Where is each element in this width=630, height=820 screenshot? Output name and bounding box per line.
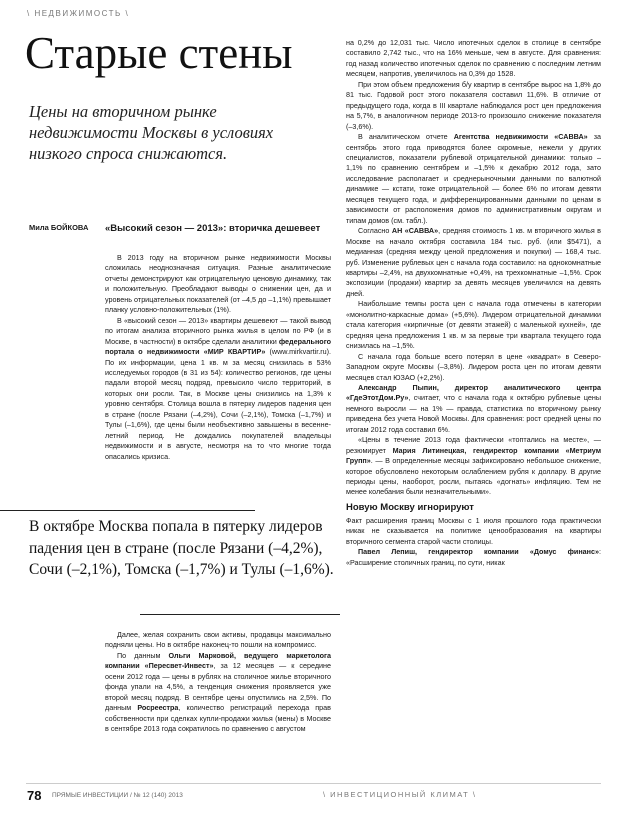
rubric: \ ИНВЕСТИЦИОННЫЙ КЛИМАТ \ bbox=[323, 790, 477, 799]
pullquote-bottom-rule bbox=[140, 614, 340, 615]
article-column-1-lower bbox=[105, 630, 331, 735]
paragraph: Наибольшие темпы роста цен с начала года отмечены в категории «монолитно-каркасные дома» (+5,6%). Лидером отрицательной динамики стала категория «кирпичные (от девяти этажей) с маленькой кухней», где средняя цена предложения 1 кв. м за первые три квартала текущего года снизилась на –1,5%. bbox=[346, 299, 601, 351]
author-byline: Мила БОЙКОВА bbox=[29, 223, 89, 232]
section-tag: \ НЕДВИЖИМОСТЬ \ bbox=[27, 9, 130, 18]
paragraph: По данным Ольги Марковой, ведущего маркетолога компании «Пересвет-Инвест», за 12 месяцев — к середине осени 2012 года — цены в рублях на столичное жилье вторичного фонда упали на 4,5%, а тенденция снижения проявляется уже второй месяц подряд. В сентябре цены опустились на 2,5%. По данным Росреестра, количество регистраций перехода прав собственности при сделках купли-продажи жилья (мены) в Москве в сентябре 2013 года сократилось по сравнению с августом bbox=[105, 650, 332, 734]
page-footer bbox=[0, 785, 630, 805]
paragraph: на 0,2% до 12,031 тыс. Число ипотечных сделок в столице в сентябре составило 2,742 тыс., что на 16% меньше, чем в августе. Для сравнения: год назад количество ипотечных сделок по сравнению с последним летним месяцем, напротив, увеличилось на 0,3% до 1528. bbox=[346, 38, 601, 79]
page-title: Старые стены bbox=[25, 28, 293, 78]
paragraph: Далее, желая сохранить свои активы, продавцы максимально подняли цены. Но в октябре наконец-то пошли на компромисс. bbox=[105, 630, 331, 650]
paragraph: В аналитическом отчете Агентства недвижимости «САВВА» за сентябрь этого года приводятся более скромные, нежели у других специалистов, показатели рублевой отрицательной динамики: только –1,1% по сравнению сентябрем и –1,5% к декабрю 2012 года, зато исследование располагает и среднерыночными данными по валютной динамике — кстати, тоже отрицательной — более 6% по итогам девяти месяцев текущего года, и дифференцированными данными по ценам в зависимости от расположения домов по административным округам и типам домов (см. табл.). bbox=[346, 132, 601, 225]
paragraph: Согласно АН «САВВА», средняя стоимость 1 кв. м вторичного жилья в Москве на начало октября составила 184 тыс. руб. (или $5471), а медианная (средняя между ценой предложения и покупки) — 168,4 тыс. руб. Изменение рублевых цен с начала года составило: на однокомнатные квартиры –2,4%, на двухкомнатные +0,4%, на трехкомнатные –1,5%. Срок экспозиции (продажи) квартир за девять месяцев увеличился на девять дней. bbox=[346, 226, 601, 298]
paragraph: «Цены в течение 2013 года фактически «топтались на месте», — резюмирует Мария Литинецкая, гендиректор компании «Метриум Групп». — В определенные месяцы зафиксировано небольшое снижение, которое обусловлено некоторым ослаблением рубля к доллару. В другие периоды цены, наоборот, росли, пытаясь «догнать» инфляцию. Тем не менее колебания были незначительными». bbox=[346, 435, 602, 497]
paragraph: Факт расширения границ Москвы с 1 июля прошлого года практически никак не сказывается на политике ценообразования на квартиры вторичного сегмента старой части столицы. bbox=[346, 515, 601, 546]
paragraph: Павел Лепиш, гендиректор компании «Домус финанс»: «Расширение столичных границ, по сути, никак bbox=[346, 547, 601, 567]
magazine-name: ПРЯМЫЕ ИНВЕСТИЦИИ / № 12 (140) 2013 bbox=[52, 792, 183, 799]
col1-heading: «Высокий сезон — 2013»: вторичка дешевеет bbox=[105, 223, 321, 234]
paragraph: В «высокий сезон — 2013» квартиры дешевеют — такой вывод по итогам анализа вторичного рынка жилья в целом по РФ (и в Москве, в частности) в октябре сделали аналитики федерального портала о недвижимости «МИР КВАРТИР» (www.mirkvartir.ru). По их информации, цена 1 кв. м за месяц снизилась в 53% исследуемых городов (в 31 из 54): количество регионов, где цены падали второй месяц подряд, превысило число территорий, в которых они росли. Так, в Москве цены снизились на 1,3% к уровню сентября. Столица вошла в пятерку лидеров падения цен в стране (после Рязани (–4,2%), Сочи (–2,1%), Томска (–1,7%) и Тулы (–1,6%), где цены были необъективно завышены в весенне-летний период. Не дождались покупателей владельцы недвижимости и в августе, несмотря на то что многие тогда опасались кризиса. bbox=[105, 315, 331, 461]
page-number: 78 bbox=[27, 788, 42, 803]
subtitle: Цены на вторичном рынке недвижимости Москвы в условиях низкого спроса снижаются. bbox=[29, 102, 274, 163]
paragraph: При этом объем предложения б/у квартир в сентябре вырос на 1,8% до 81 тыс. Годовой рост этого показателя составил 11,6%. В отличие от предыдущего года, когда в III квартале наблюдался рост цен предложения на 5,7%, в аналогичном периоде 2013-го произошло снижение показателя (–3,6%). bbox=[346, 79, 601, 131]
article-column-1 bbox=[105, 253, 331, 462]
footer-divider bbox=[26, 783, 601, 784]
article-column-2 bbox=[346, 38, 601, 568]
paragraph: С начала года больше всего потерял в цене «квадрат» в Северо-Западном округе Москвы (–3,8%). Лидером роста цен по итогам девяти месяцев стал ЮЗАО (+2,2%). bbox=[346, 351, 601, 382]
pullquote-top-rule bbox=[0, 510, 255, 511]
pullquote: В октябре Москва попала в пятерку лидеров падения цен в стране (после Рязани (–4,2%), Сочи (–2,1%), Томска (–1,7%) и Тулы (–1,6%). bbox=[29, 518, 334, 578]
paragraph: В 2013 году на вторичном рынке недвижимости Москвы сложилась неоднозначная ситуация. Разные аналитические отчеты демонстрируют как отрицательную ценовую динамику, так и положительную. Преобладают выводы о снижении цен, да и уровень отрицательных показателей (от –4,5 до –1,1%) превышает планку условно-положительных (1%). bbox=[105, 253, 331, 315]
paragraph: Александр Пыпин, директор аналитического центра «ГдеЭтотДом.Ру», считает, что с начала года к октябрю рублевые цены немного выросли — на 1% — правда, статистика по вторичному рынку приведена без учета Новой Москвы. Для сравнения: рост средней цены по итогам 2012 года составил 6%. bbox=[346, 382, 601, 434]
subheading: Новую Москву игнорируют bbox=[346, 501, 474, 513]
